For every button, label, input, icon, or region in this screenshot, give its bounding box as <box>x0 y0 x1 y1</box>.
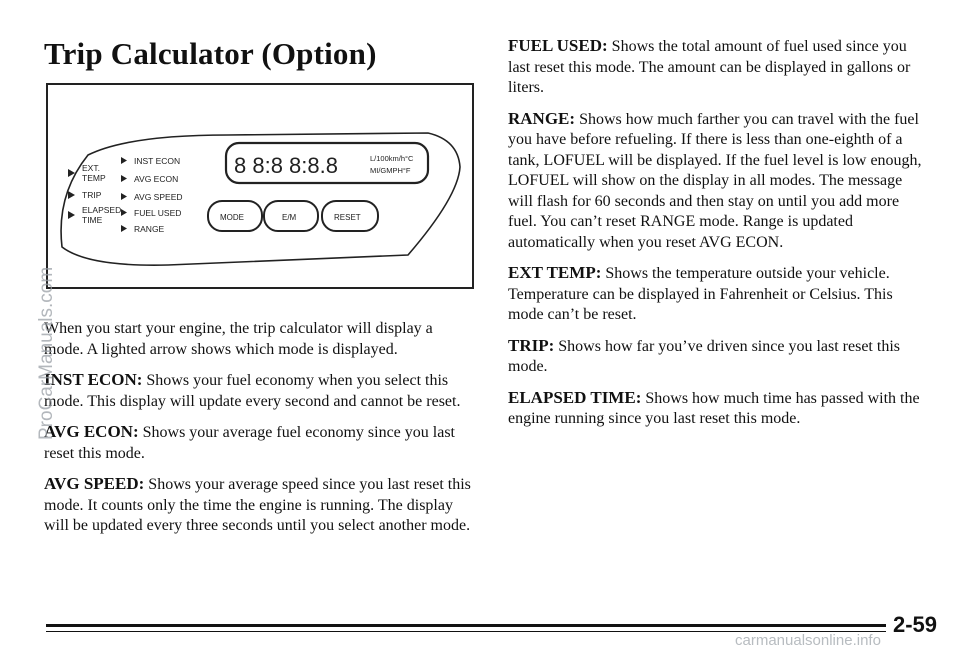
term: FUEL USED: <box>508 36 608 55</box>
paragraph-fuel-used <box>508 36 928 99</box>
mid-label-inst-econ: INST ECON <box>134 156 181 166</box>
left-column <box>44 318 474 547</box>
left-label-3a: ELAPSED <box>82 205 122 215</box>
mid-label-range: RANGE <box>134 224 165 234</box>
paragraph-text: Shows your average fuel economy since you last reset this mode. <box>44 424 455 462</box>
paragraph-text: Shows the temperature outside your vehicle. Temperature can be displayed in Fahrenheit or Celsius. This mode can’t be reset. <box>508 265 893 323</box>
arrow-right-icon <box>121 175 127 182</box>
reset-button-label: RESET <box>334 213 361 222</box>
paragraph-text: Shows how much time has passed with the engine running since you last reset this mode. <box>508 389 920 427</box>
mid-label-avg-econ: AVG ECON <box>134 174 179 184</box>
term: AVG ECON: <box>44 422 139 441</box>
paragraph-text: Shows how much farther you can travel with the fuel you have before refueling. If there is less than one-eighth of a tank, LOFUEL will be displayed. If the fuel level is low enough, LOFUEL will show on the display in all modes. The message will flash for 60 seconds and then stay on until you add more fuel. You can’t reset RANGE mode. Range is updated automatically when you reset AVG ECON. <box>508 110 922 251</box>
arrow-right-icon <box>121 193 127 200</box>
paragraph-text: Shows your average speed since you last reset this mode. It counts only the time the engine is running. The display will be updated every three seconds until you select another mode. <box>44 476 471 534</box>
paragraph-inst-econ <box>44 370 474 412</box>
page-title: Trip Calculator (Option) <box>44 36 377 71</box>
left-label-2a: TRIP <box>82 190 102 200</box>
display-units-2: MI/GMPH°F <box>370 166 411 175</box>
paragraph-elapsed-time <box>508 388 928 430</box>
mid-label-fuel-used: FUEL USED <box>134 208 182 218</box>
term: ELAPSED TIME: <box>508 387 642 407</box>
paragraph-range <box>508 109 928 254</box>
left-label-3b: TIME <box>82 215 103 225</box>
term: INST ECON: <box>44 370 143 389</box>
watermark-bottom: carmanualsonline.info <box>735 632 881 649</box>
arrow-right-icon <box>121 157 127 164</box>
paragraph-text: Shows your fuel economy when you select this mode. This display will update every second and cannot be reset. <box>44 372 461 410</box>
paragraph-text: Shows how far you’ve driven since you last reset this mode. <box>508 337 900 375</box>
trip-calculator-diagram <box>48 85 472 287</box>
arrow-right-icon <box>68 191 75 199</box>
paragraph-intro <box>44 318 474 360</box>
arrow-right-icon <box>68 211 75 219</box>
watermark-side: ProCarManuals.com <box>36 266 57 440</box>
mode-button-label: MODE <box>220 213 244 222</box>
term: TRIP: <box>508 335 555 355</box>
term: EXT TEMP: <box>508 263 602 282</box>
mid-label-avg-speed: AVG SPEED <box>134 192 183 202</box>
display-units-1: L/100km/h°C <box>370 154 414 163</box>
term: RANGE: <box>508 108 576 128</box>
right-column <box>508 36 928 440</box>
paragraph-text: Shows the total amount of fuel used since you last reset this mode. The amount can be displayed in gallons or liters. <box>508 38 911 96</box>
left-label-1a: EXT. <box>82 163 100 173</box>
page-number: 2-59 <box>893 612 938 637</box>
left-label-1b: TEMP <box>82 173 106 183</box>
paragraph-avg-econ <box>44 422 474 464</box>
em-button-label: E/M <box>282 213 297 222</box>
paragraph-avg-speed <box>44 474 474 537</box>
paragraph-trip <box>508 336 928 378</box>
display-digits: 8 8:8 8:8.8 <box>234 153 338 178</box>
arrow-right-icon <box>121 225 127 232</box>
trip-calculator-illustration <box>46 83 474 289</box>
footer-rule <box>46 624 886 632</box>
term: AVG SPEED: <box>44 474 145 493</box>
paragraph-text: When you start your engine, the trip calculator will display a mode. A lighted arrow shows which mode is displayed. <box>44 320 433 358</box>
arrow-right-icon <box>121 209 127 216</box>
paragraph-ext-temp <box>508 263 928 326</box>
